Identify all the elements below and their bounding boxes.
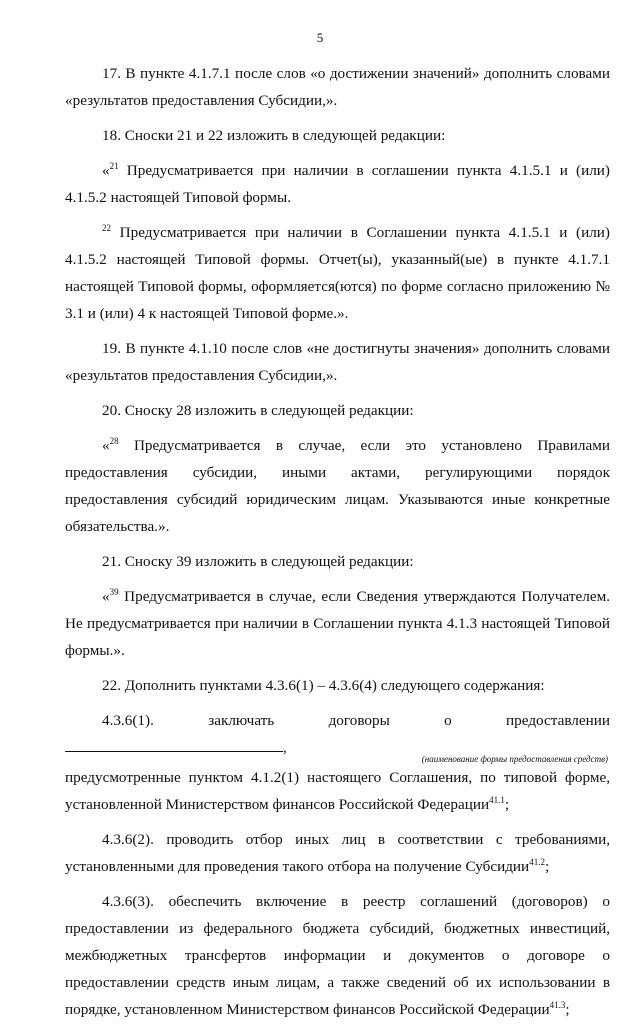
blank-caption: (наименование формы предоставления средств) — [421, 754, 608, 764]
item-22: 22. Дополнить пунктами 4.3.6(1) – 4.3.6(4) следующего содержания: — [102, 677, 545, 694]
item-17: 17. В пункте 4.1.7.1 после слов «о достижении значений» дополнить словами «результатов предоставления Субсидии,». — [65, 65, 610, 109]
footnote-39 — [65, 583, 610, 664]
item-4-3-6-3-end: ; — [565, 1001, 570, 1018]
footnote-41-3-marker: 41.3 — [549, 1000, 566, 1010]
document-body — [65, 60, 610, 1031]
footnote-22-text: Предусматривается при наличии в Соглашении пункта 4.1.5.1 и (или) 4.1.5.2 настоящей Типовой формы. Отчет(ы), указанный(ые) в пункте 4.1.7.1 настоящей Типовой формы, оформляется(ются) по форме согласно приложению № 3.1 и (или) 4 к настоящей Типовой форме.». — [65, 224, 610, 322]
item-4-3-6-1-end: ; — [504, 796, 510, 813]
item-4-3-6-1-comma: , — [283, 739, 287, 756]
item-20: 20. Сноску 28 изложить в следующей редакции: — [102, 402, 414, 419]
item-4-3-6-2 — [65, 826, 610, 880]
item-4-3-6-2-text: 4.3.6(2). проводить отбор иных лиц в соответствии с требованиями, установленными для проведения такого отбора на получение Субсидии — [65, 831, 610, 875]
item-4-3-6-1-head — [65, 707, 610, 764]
quote-open: « — [102, 588, 110, 605]
item-18: 18. Сноски 21 и 22 изложить в следующей редакции: — [102, 127, 446, 144]
footnote-22-marker: 22 — [102, 223, 111, 233]
item-4-3-6-3-text: 4.3.6(3). обеспечить включение в реестр соглашений (договоров) о предоставлении из федерального бюджета субсидий, бюджетных инвестиций, межбюджетных трансфертов информации и документов о договоре о предоставлении средств иным лицам, а также сведений об их использовании в порядке, установленном Министерством финансов Российской Федерации — [65, 893, 610, 1018]
item-4-3-6-3 — [65, 888, 610, 1023]
footnote-28 — [65, 432, 610, 540]
item-4-3-6-1-lead: 4.3.6(1). заключать договоры о предоставлении — [102, 712, 610, 729]
item-21: 21. Сноску 39 изложить в следующей редакции: — [102, 553, 414, 570]
item-4-3-6-1-body — [65, 764, 610, 818]
quote-open: « — [102, 162, 110, 179]
footnote-21 — [65, 157, 610, 211]
footnote-21-marker: 21 — [109, 161, 119, 171]
footnote-28-marker: 28 — [109, 436, 119, 446]
blank-line — [65, 738, 283, 752]
footnote-39-text: Предусматривается в случае, если Сведения утверждаются Получателем. Не предусматривается при наличии в Соглашении пункта 4.1.3 настоящей Типовой формы.». — [65, 588, 610, 659]
footnote-39-marker: 39 — [109, 587, 119, 597]
footnote-41-1-marker: 41.1 — [489, 795, 505, 805]
item-19: 19. В пункте 4.1.10 после слов «не достигнуты значения» дополнить словами «результатов предоставления Субсидии,». — [65, 340, 610, 384]
quote-open: « — [102, 437, 110, 454]
page-number: 5 — [316, 30, 324, 45]
footnote-28-text: Предусматривается в случае, если это установлено Правилами предоставления субсидии, иными актами, регулирующими порядок предоставления субсидий юридическим лицам. Указываются иные конкретные обязательства.». — [65, 437, 610, 535]
footnote-41-2-marker: 41.2 — [529, 857, 545, 867]
item-4-3-6-1-text: предусмотренные пунктом 4.1.2(1) настоящего Соглашения, по типовой форме, установленной Министерством финансов Российской Федерации — [65, 769, 610, 813]
footnote-22 — [65, 219, 610, 327]
footnote-21-text: Предусматривается при наличии в соглашении пункта 4.1.5.1 и (или) 4.1.5.2 настоящей Типовой формы. — [65, 162, 610, 206]
item-4-3-6-2-end: ; — [544, 858, 550, 875]
